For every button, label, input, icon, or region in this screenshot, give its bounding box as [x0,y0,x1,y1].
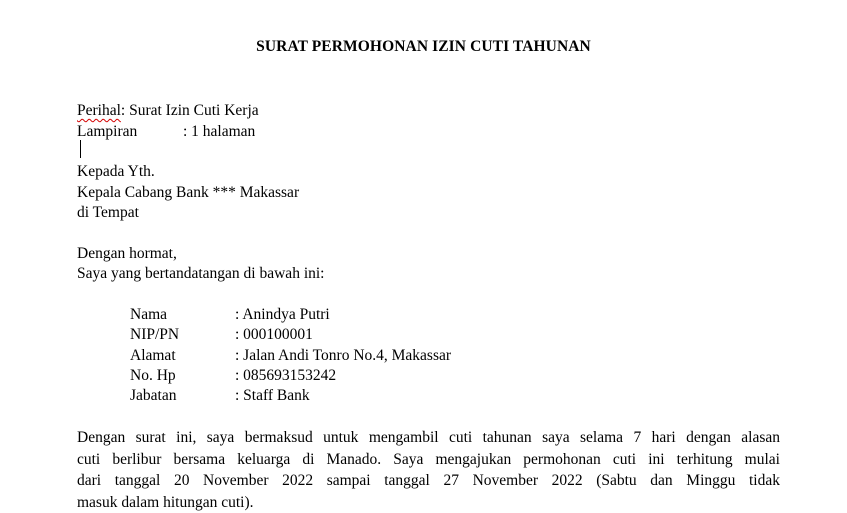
body-line-3: dari tanggal 20 November 2022 sampai tanggal 27 November 2022 (Sabtu dan Minggu tidak [77,470,780,492]
field-value-jabatan: : Staff Bank [235,386,310,406]
perihal-value: : Surat Izin Cuti Kerja [121,102,259,119]
field-value-nip: : 000100001 [235,325,313,345]
body-line-4: masuk dalam hitungan cuti). [77,492,780,513]
perihal-line [77,101,259,121]
lampiran-line [77,122,255,142]
field-label-nip: NIP/PN [130,325,179,345]
intro-line: Saya yang bertandatangan di bawah ini: [77,264,325,284]
perihal-label: Perihal [77,102,121,119]
body-paragraph [77,427,780,513]
body-line-2: cuti berlibur bersama keluarga di Manado. Saya mengajukan permohonan cuti ini terhitung mulai [77,449,780,471]
field-value-hp: : 085693153242 [235,366,336,386]
field-label-hp: No. Hp [130,366,176,386]
body-line-1: Dengan surat ini, saya bermaksud untuk mengambil cuti tahunan saya selama 7 hari dengan alasan [77,427,780,449]
recipient-line-1: Kepada Yth. [77,162,155,182]
field-label-jabatan: Jabatan [130,386,176,406]
field-value-nama: : Anindya Putri [235,305,330,325]
lampiran-value: : 1 halaman [183,123,255,140]
field-label-alamat: Alamat [130,346,176,366]
text-cursor [80,140,81,158]
field-value-alamat: : Jalan Andi Tonro No.4, Makassar [235,346,451,366]
recipient-line-3: di Tempat [77,203,139,223]
recipient-line-2: Kepala Cabang Bank *** Makassar [77,183,299,203]
field-label-nama: Nama [130,305,167,325]
lampiran-label: Lampiran [77,122,183,142]
greeting: Dengan hormat, [77,244,177,264]
document-title: SURAT PERMOHONAN IZIN CUTI TAHUNAN [0,38,847,56]
